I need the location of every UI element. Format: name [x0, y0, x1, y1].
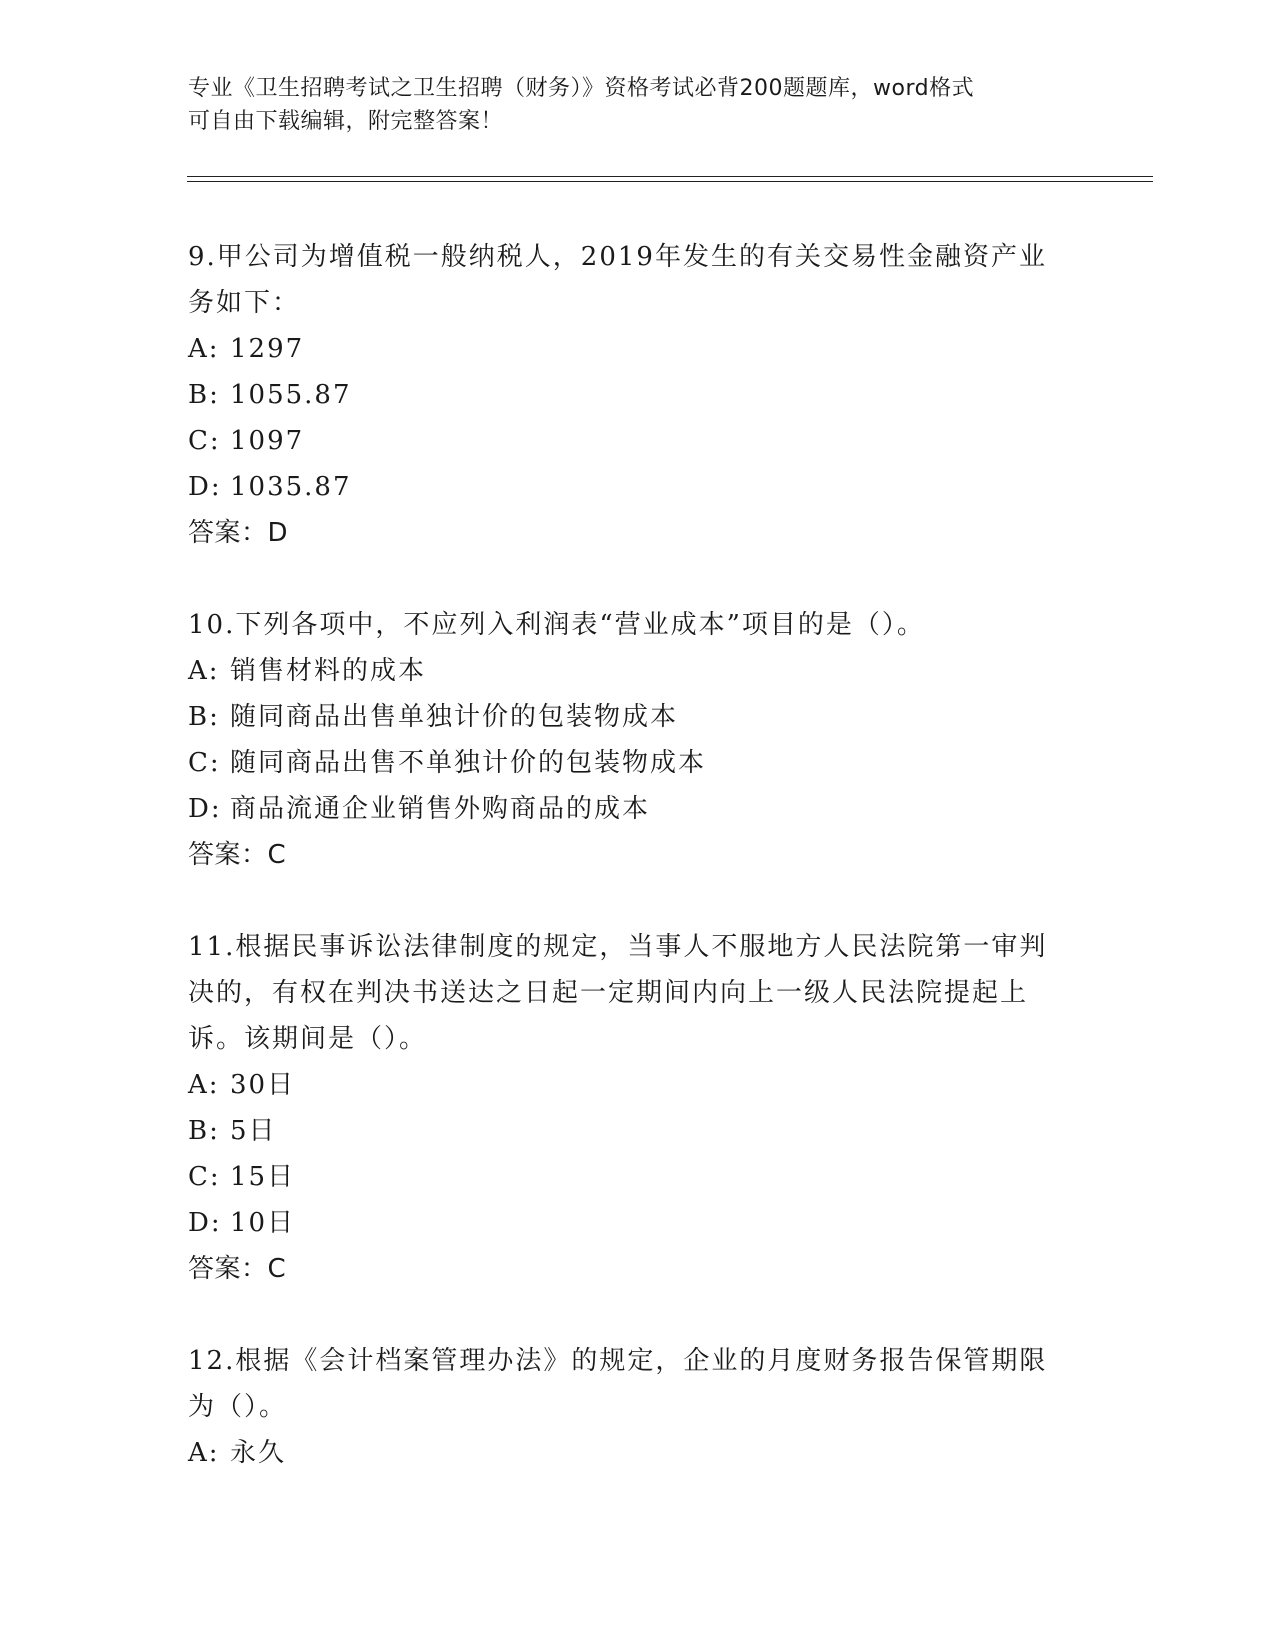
- question-stem-line: 10.下列各项中，不应列入利润表“营业成本”项目的是（）。: [188, 610, 925, 640]
- option-letter: D:: [188, 1208, 222, 1238]
- option-text: 永久: [230, 1438, 287, 1468]
- option-d: [188, 786, 1088, 832]
- question-12: [188, 1338, 1088, 1476]
- question-10: [188, 602, 1088, 878]
- header-divider: [187, 176, 1153, 182]
- option-letter: D:: [188, 472, 222, 502]
- option-text: 销售材料的成本: [230, 656, 427, 686]
- answer-line: 答案：C: [188, 840, 287, 870]
- question-stem-line: 决的，有权在判决书送达之日起一定期间内向上一级人民法院提起上: [188, 978, 1029, 1008]
- option-b: [188, 372, 1088, 418]
- question-11: [188, 924, 1088, 1292]
- option-text: 10日: [230, 1208, 296, 1238]
- option-letter: A:: [188, 1438, 220, 1468]
- question-stem-line: 9.甲公司为增值税一般纳税人，2019年发生的有关交易性金融资产业: [188, 242, 1047, 272]
- option-letter: A:: [188, 1070, 220, 1100]
- option-text: 随同商品出售单独计价的包装物成本: [230, 702, 679, 732]
- answer-line: 答案：C: [188, 1254, 287, 1284]
- option-b: [188, 694, 1088, 740]
- option-letter: B:: [188, 1116, 220, 1146]
- option-a: [188, 1430, 1088, 1476]
- option-text: 1097: [230, 426, 305, 456]
- option-letter: A:: [188, 334, 220, 364]
- option-letter: C:: [188, 1162, 221, 1192]
- document-header: [188, 72, 1088, 138]
- option-b: [188, 1108, 1088, 1154]
- option-text: 1297: [230, 334, 305, 364]
- option-text: 随同商品出售不单独计价的包装物成本: [230, 748, 707, 778]
- header-line-1: 专业《卫生招聘考试之卫生招聘（财务）》资格考试必背200题题库，word格式: [188, 76, 975, 101]
- option-c: [188, 1154, 1088, 1200]
- question-list: [188, 234, 1088, 1522]
- option-text: 5日: [230, 1116, 277, 1146]
- option-a: [188, 1062, 1088, 1108]
- header-line-2: 可自由下载编辑，附完整答案！: [188, 109, 504, 134]
- option-letter: B:: [188, 380, 220, 410]
- question-9: [188, 234, 1088, 556]
- answer-line: 答案：D: [188, 518, 289, 548]
- option-d: [188, 464, 1088, 510]
- option-d: [188, 1200, 1088, 1246]
- option-text: 30日: [230, 1070, 296, 1100]
- question-stem-line: 为（）。: [188, 1392, 288, 1422]
- option-text: 商品流通企业销售外购商品的成本: [230, 794, 651, 824]
- option-a: [188, 648, 1088, 694]
- option-text: 1055.87: [230, 380, 352, 410]
- option-text: 1035.87: [230, 472, 352, 502]
- question-stem-line: 务如下：: [188, 288, 301, 318]
- option-a: [188, 326, 1088, 372]
- option-letter: A:: [188, 656, 220, 686]
- option-letter: C:: [188, 748, 221, 778]
- option-letter: B:: [188, 702, 220, 732]
- question-stem-line: 诉。该期间是（）。: [188, 1024, 428, 1054]
- option-text: 15日: [230, 1162, 296, 1192]
- option-letter: C:: [188, 426, 221, 456]
- option-c: [188, 740, 1088, 786]
- option-c: [188, 418, 1088, 464]
- option-letter: D:: [188, 794, 222, 824]
- question-stem-line: 11.根据民事诉讼法律制度的规定，当事人不服地方人民法院第一审判: [188, 932, 1048, 962]
- question-stem-line: 12.根据《会计档案管理办法》的规定，企业的月度财务报告保管期限: [188, 1346, 1048, 1376]
